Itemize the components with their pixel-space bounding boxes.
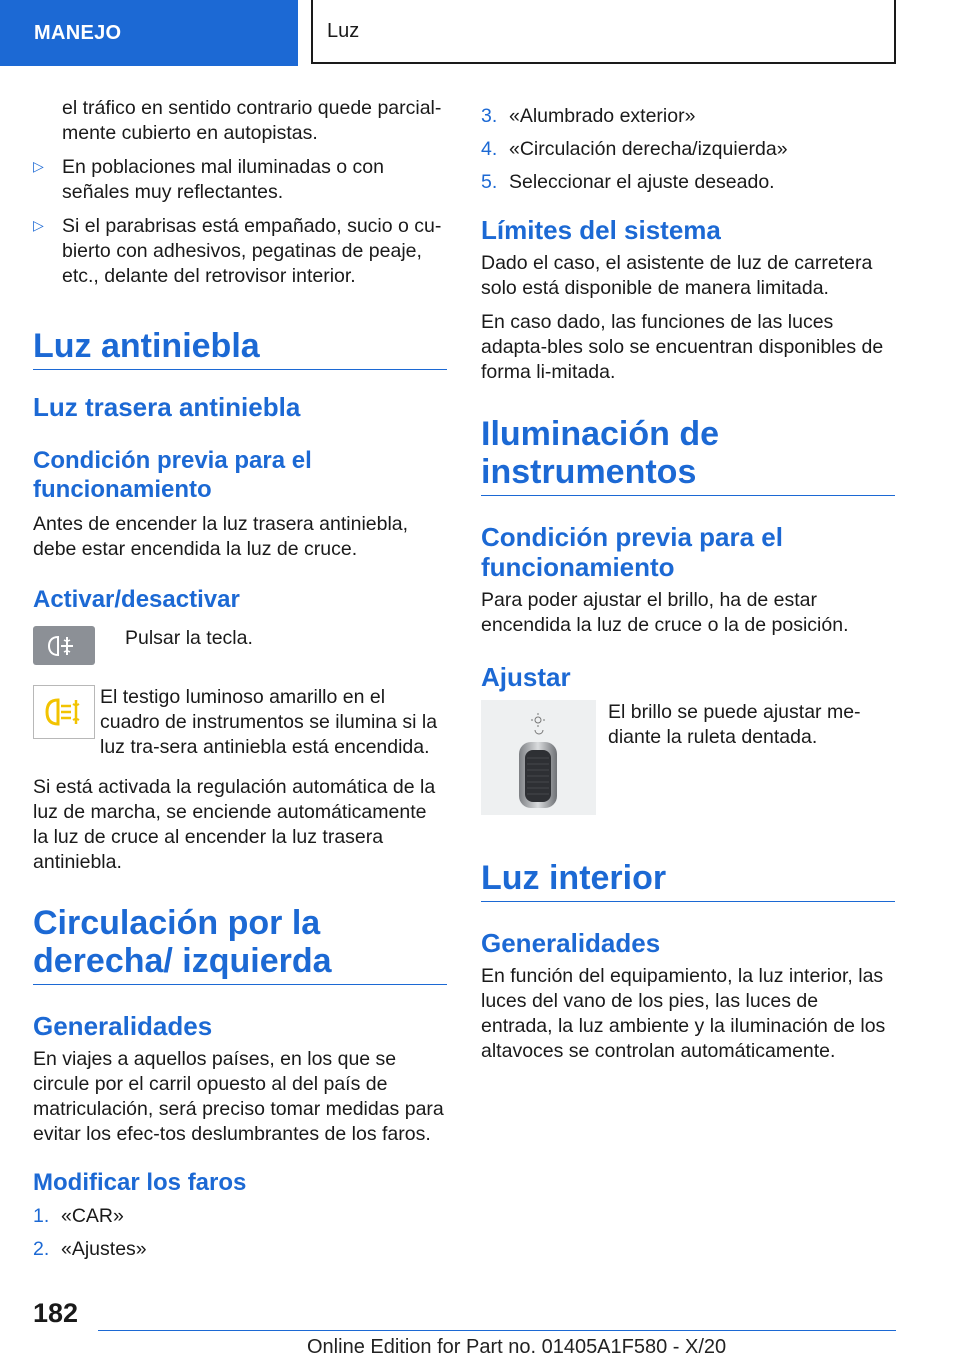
footer-divider <box>98 1330 896 1331</box>
heading-precondition: Condición previa para el funcionamiento <box>481 522 783 582</box>
rear-fog-light-indicator-icon <box>33 685 95 739</box>
section-tab: MANEJO <box>0 0 298 66</box>
indicator-row <box>33 685 447 760</box>
list-item <box>33 1237 447 1262</box>
heading-fog-light: Luz antiniebla <box>33 327 447 370</box>
left-column <box>33 96 447 1270</box>
heading-adjust: Ajustar <box>481 662 571 692</box>
bullet-text: Si el parabrisas está empañado, sucio o cu-bierto con adhesivos, pegatinas de peaje, etc., delante del retrovisor interior. <box>62 215 442 287</box>
bullet-continuation: el tráfico en sentido contrario quede parcial-mente cubierto en autopistas. <box>62 97 442 144</box>
limits-text-2: En caso dado, las funciones de las luces adapta-bles solo se encuentran disponibles de forma li-mitada. <box>481 311 884 383</box>
list-item <box>33 155 447 205</box>
triangle-right-icon: ▷ <box>33 158 44 174</box>
list-item <box>481 104 895 129</box>
heading-general: Generalidades <box>481 928 661 958</box>
step-text: «Circulación derecha/izquierda» <box>509 138 788 160</box>
list-item <box>33 1204 447 1229</box>
bullet-text: En poblaciones mal iluminadas o con señales muy reflectantes. <box>62 156 384 203</box>
step-text: «Ajustes» <box>61 1238 147 1260</box>
step-text: «Alumbrado exterior» <box>509 105 696 127</box>
list-item <box>33 214 447 289</box>
indicator-text: El testigo luminoso amarillo en el cuadro de instrumentos se ilumina si la luz tra-sera antiniebla está encendida. <box>100 686 438 758</box>
instrument-dimmer-wheel-image <box>481 700 596 815</box>
heading-rear-fog-light: Luz trasera antiniebla <box>33 392 301 422</box>
step-number: 2. <box>33 1238 50 1260</box>
adjust-text: El brillo se puede ajustar me-diante la ruleta dentada. <box>608 701 861 748</box>
heading-precondition: Condición previa para el funcionamiento <box>33 447 312 503</box>
heading-modify-headlights: Modificar los faros <box>33 1169 247 1196</box>
step-text: Seleccionar el ajuste deseado. <box>509 171 775 193</box>
step-number: 5. <box>481 171 498 193</box>
precondition-text: Antes de encender la luz trasera antiniebla, debe estar encendida la luz de cruce. <box>33 513 409 560</box>
press-button-row <box>33 626 447 665</box>
heading-traffic-side: Circulación por la derecha/ izquierda <box>33 904 447 985</box>
step-number: 1. <box>33 1205 50 1227</box>
precondition-text: Para poder ajustar el brillo, ha de estar encendida la luz de cruce o la de posición. <box>481 589 849 636</box>
step-number: 4. <box>481 138 498 160</box>
triangle-right-icon: ▷ <box>33 217 44 233</box>
rear-fog-light-button-icon <box>33 626 95 665</box>
auto-text: Si está activada la regulación automática de la luz de marcha, se enciende automáticamente la luz de cruce al encender la luz trasera antiniebla. <box>33 776 436 873</box>
heading-activate: Activar/desactivar <box>33 586 240 613</box>
heading-general: Generalidades <box>33 1011 213 1041</box>
list-item <box>481 137 895 162</box>
heading-system-limits: Límites del sistema <box>481 215 721 245</box>
limits-text-1: Dado el caso, el asistente de luz de carretera solo está disponible de manera limitada. <box>481 252 873 299</box>
list-item <box>481 170 895 195</box>
heading-interior-light: Luz interior <box>481 859 895 902</box>
chapter-title: Luz <box>311 0 896 64</box>
edition-text: Online Edition for Part no. 01405A1F580 - X/20 <box>307 1336 727 1358</box>
heading-instrument-lighting: Iluminación de instrumentos <box>481 415 895 496</box>
step-text: «CAR» <box>61 1205 124 1227</box>
adjust-row <box>481 700 895 815</box>
general-text: En función del equipamiento, la luz interior, las luces del vano de los pies, las luces de entrada, la luz ambiente y la iluminación de los altavoces se controlan automáticamente. <box>481 965 886 1062</box>
right-column <box>481 104 895 1064</box>
general-text: En viajes a aquellos países, en los que se circule por el carril opuesto al del país de matriculación, será preciso tomar medidas para evitar los efec-tos deslumbrantes de los faros. <box>33 1048 444 1145</box>
page-number: 182 <box>33 1298 79 1328</box>
step-number: 3. <box>481 105 498 127</box>
press-text: Pulsar la tecla. <box>125 627 253 649</box>
